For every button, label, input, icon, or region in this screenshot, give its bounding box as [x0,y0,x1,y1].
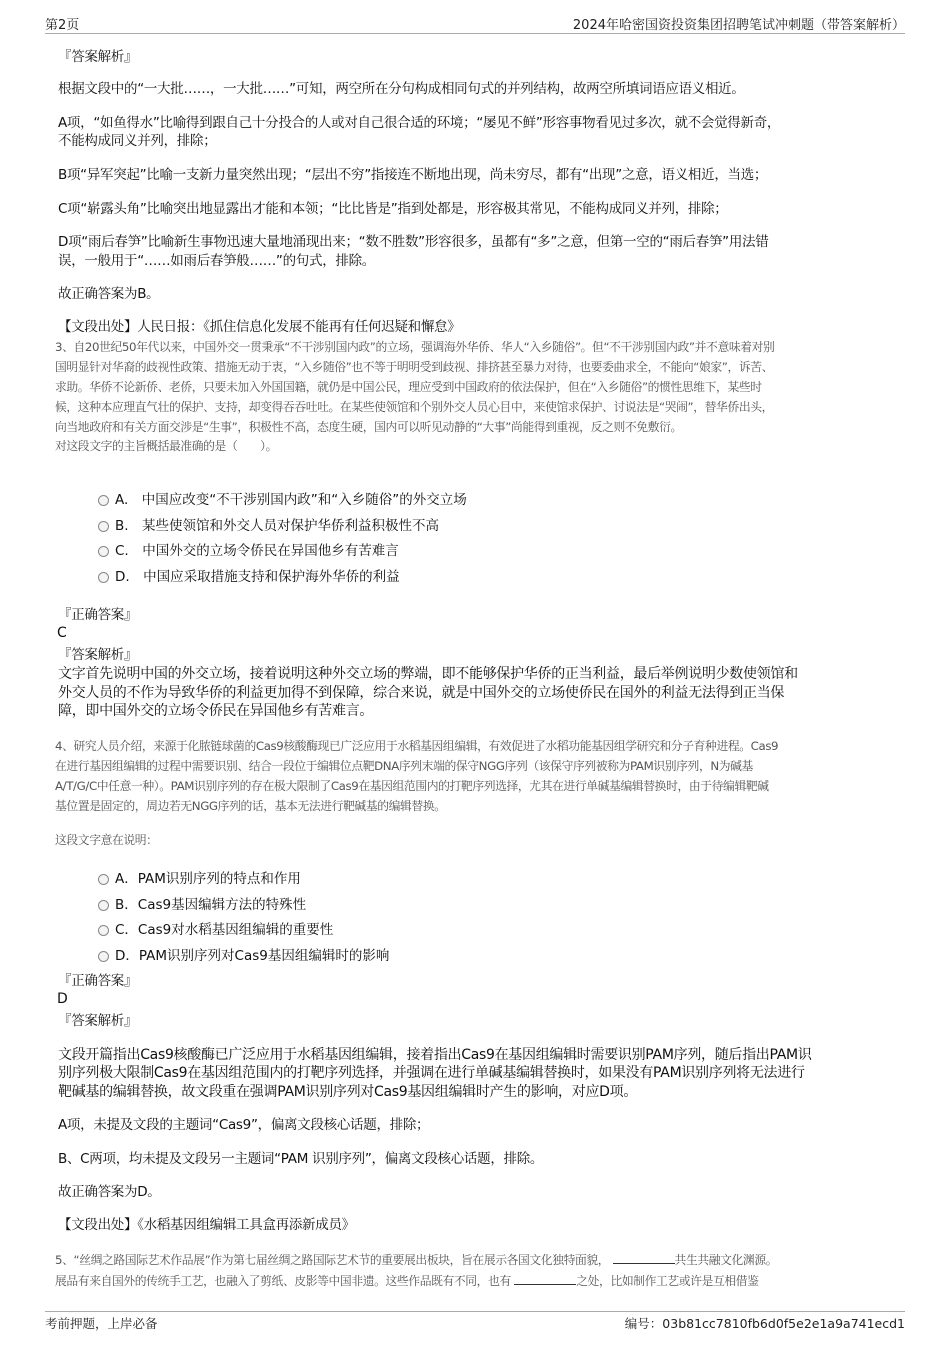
fill-blank-1 [613,1251,675,1264]
analysis-label: 『答案解析』 [58,647,138,663]
page-number: 第2页 [45,18,80,33]
analysis-paragraph: 障，即中国外交的立场令侨民在异国他乡有苦难言。 [58,703,374,719]
option-label: A．PAM识别序列的特点和作用 [115,871,301,887]
option-label: A. 中国应改变“不干涉别国内政”和“入乡随俗”的外交立场 [115,492,467,508]
analysis-conclusion: 故正确答案为D。 [58,1184,161,1200]
question-text: 3、自20世纪50年代以来，中国外交一贯秉承“不干涉别国内政”的立场，强调海外华侨、华人“入乡随俗”。但“不干涉别国内政”并不意味着对别 [55,340,775,354]
analysis-paragraph: 靶碱基的编辑替换，故文段重在强调PAM识别序列对Cas9基因组编辑时产生的影响，对应D项。 [58,1084,638,1100]
option-b[interactable] [98,893,306,913]
question-text: 4、研究人员介绍，来源于化脓链球菌的Cas9核酸酶现已广泛应用于水稻基因组编辑，有效促进了水稻功能基因组学研究和分子育种进程。Cas9 [55,739,779,753]
source-citation: 【文段出处】《水稻基因组编辑工具盒再添新成员》 [58,1217,355,1233]
question-text [55,1250,777,1270]
option-c[interactable] [98,918,333,938]
question-text-part: 5、“丝绸之路国际艺术作品展”作为第七届丝绸之路国际艺术节的重要展出板块，旨在展示各国文化独特面貌， [55,1253,610,1267]
radio-icon[interactable] [98,572,109,583]
correct-answer-label: 『正确答案』 [58,607,138,623]
footer-divider [45,1311,905,1312]
correct-answer-label: 『正确答案』 [58,973,138,989]
source-citation: 【文段出处】人民日报：《抓住信息化发展不能再有任何迟疑和懈怠》 [58,319,461,335]
analysis-option-a: A项，“如鱼得水”比喻得到跟自己十分投合的人或对自己很合适的环境；“屡见不鲜”形容事物看见过多次，就不会觉得新奇， [58,115,781,131]
analysis-paragraph: 外交人员的不作为导致华侨的利益更加得不到保障，综合来说，就是中国外交的立场使侨民在国外的利益无法得到正当保 [58,685,785,701]
question-text: 候，这种本应理直气壮的保护、支持，却变得吞吞吐吐。在某些使领馆和个别外交人员心目中，来使馆求保护、讨说法是“哭闹”，替华侨出头， [55,400,774,414]
question-text: A/T/G/C中任意一种）。PAM识别序列的存在极大限制了Cas9在基因组范围内的打靶序列选择，尤其在进行单碱基编辑替换时，由于待编辑靶碱 [55,779,769,793]
option-label: C．Cas9对水稻基因组编辑的重要性 [115,922,334,938]
option-label: B．Cas9基因编辑方法的特殊性 [115,897,307,913]
analysis-option-b: B项“异军突起”比喻一支新力量突然出现；“层出不穷”指接连不断地出现，尚未穷尽，都有“出现”之意，语义相近，当选； [58,167,768,183]
question-prompt: 对这段文字的主旨概括最准确的是（ ）。 [55,439,278,453]
analysis-paragraph: 文字首先说明中国的外交立场，接着说明这种外交立场的弊端，即不能够保护华侨的正当利益，最后举例说明少数使领馆和 [58,666,798,682]
footer-slogan: 考前押题，上岸必备 [45,1316,158,1331]
question-prompt: 这段文字意在说明： [55,833,158,847]
analysis-option-a: 不能构成同义并列，排除； [58,133,217,149]
option-label: C. 中国外交的立场令侨民在异国他乡有苦难言 [115,543,399,559]
analysis-paragraph: 文段开篇指出Cas9核酸酶已广泛应用于水稻基因组编辑，接着指出Cas9在基因组编辑时需要识别PAM序列，随后指出PAM识 [58,1047,812,1063]
option-label: B. 某些使领馆和外交人员对保护华侨利益积极性不高 [115,518,440,534]
document-title: 2024年哈密国资投资集团招聘笔试冲刺题（带答案解析） [572,18,905,33]
question-text-part: 展品有来自国外的传统手工艺，也融入了剪纸、皮影等中国非遗。这些作品既有不同，也有 [55,1274,511,1288]
correct-answer: C [57,625,67,641]
analysis-conclusion: 故正确答案为B。 [58,286,160,302]
analysis-paragraph: 别序列极大限制Cas9在基因组范围内的打靶序列选择，并强调在进行单碱基编辑替换时，如果没有PAM识别序列将无法进行 [58,1065,805,1081]
analysis-label: 『答案解析』 [58,1013,138,1029]
radio-icon[interactable] [98,951,109,962]
fill-blank-2 [514,1272,576,1285]
option-d[interactable] [98,565,400,585]
analysis-paragraph: 根据文段中的“一大批……，一大批……”可知，两空所在分句构成相同句式的并列结构，故两空所填词语应语义相近。 [58,81,745,97]
radio-icon[interactable] [98,874,109,885]
question-text: 向当地政府和有关方面交涉是“生事”，积极性不高，态度生硬，国内可以听见动静的“大事”尚能得到重视，反之则不免敷衍。 [55,420,682,434]
analysis-option-d: D项“雨后春笋”比喻新生事物迅速大量地涌现出来；“数不胜数”形容很多，虽都有“多”之意，但第一空的“雨后春笋”用法错 [58,234,769,250]
correct-answer: D [57,991,68,1007]
option-label: D. 中国应采取措施支持和保护海外华侨的利益 [115,569,400,585]
analysis-option-a: A项，未提及文段的主题词“Cas9”，偏离文段核心话题，排除； [58,1117,430,1133]
option-label: D．PAM识别序列对Cas9基因组编辑时的影响 [115,948,390,964]
radio-icon[interactable] [98,521,109,532]
option-d[interactable] [98,944,389,964]
analysis-option-bc: B、C两项，均未提及文段另一主题词“PAM 识别序列”，偏离文段核心话题，排除。 [58,1151,544,1167]
option-b[interactable] [98,514,439,534]
question-text-part: 共生共融文化渊源。 [674,1253,778,1267]
analysis-label: 『答案解析』 [58,49,138,65]
question-text: 求助。华侨不论新侨、老侨，只要未加入外国国籍，就仍是中国公民，理应受到中国政府的依法保护，但在“入乡随俗”的惯性思维下，某些时 [55,380,762,394]
document-id: 编号：03b81cc7810fb6d0f5e2e1a9a741ecd1 [624,1316,905,1331]
header-divider [45,33,905,34]
radio-icon[interactable] [98,925,109,936]
analysis-option-c: C项“崭露头角”比喻突出地显露出才能和本领；“比比皆是”指到处都是，形容极其常见，不能构成同义并列，排除； [58,201,728,217]
analysis-option-d: 误，一般用于“……如雨后春笋般……”的句式，排除。 [58,253,375,269]
radio-icon[interactable] [98,900,109,911]
question-text-part: 之处，比如制作工艺或许是互相借鉴 [576,1274,759,1288]
question-text: 基位置是固定的，周边若无NGG序列的话，基本无法进行靶碱基的编辑替换。 [55,799,446,813]
option-c[interactable] [98,539,399,559]
question-text: 国明显针对华裔的歧视性政策、措施无动于衷，“入乡随俗”也不等于明明受到歧视、排挤甚至暴力对待，也要委曲求全，不能向“娘家”，诉苦、 [55,360,774,374]
question-text: 在进行基因组编辑的过程中需要识别、结合一段位于编辑位点靶DNA序列末端的保守NGG序列（该保守序列被称为PAM识别序列，N为碱基 [55,759,753,773]
radio-icon[interactable] [98,546,109,557]
radio-icon[interactable] [98,495,109,506]
question-text [55,1271,759,1291]
option-a[interactable] [98,488,467,508]
option-a[interactable] [98,867,301,887]
